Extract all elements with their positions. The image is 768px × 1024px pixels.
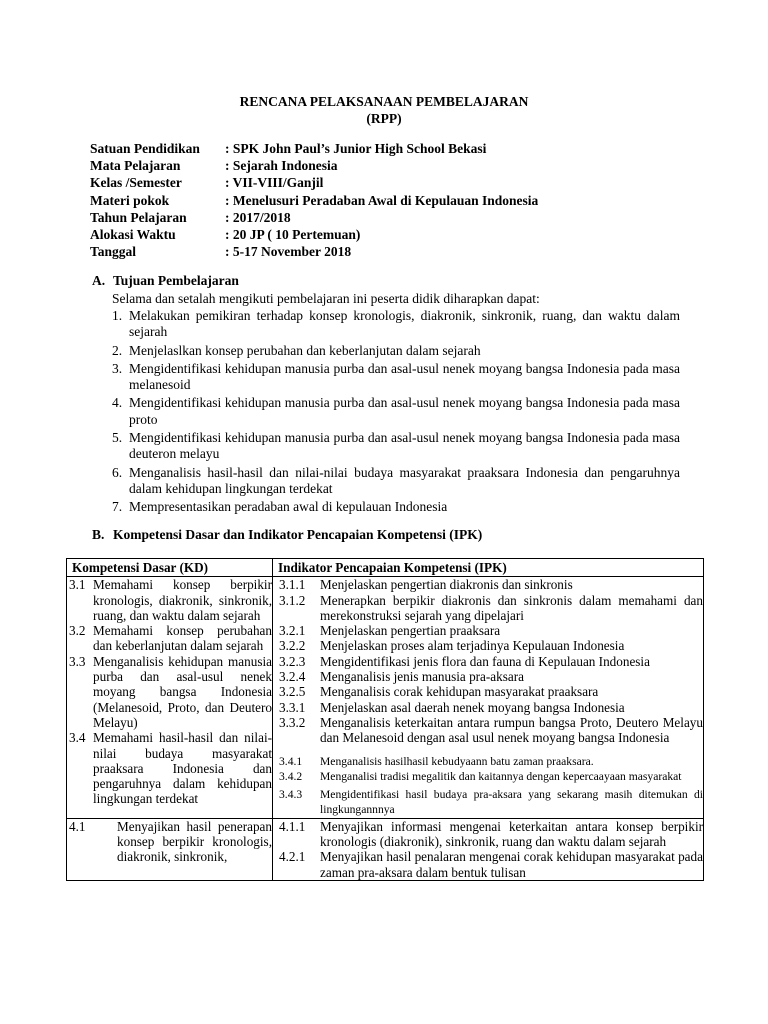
ipk-number: 3.3.1 [279, 699, 306, 715]
goal-number: 3. [112, 360, 123, 376]
goal-number: 7. [112, 499, 123, 515]
ipk-text: Menganalisis keterkaitan antara rumpun bangsa Proto, Deutero Melayu dan Melanesoid dengan asal usul nenek moyang bangsa Indonesia [320, 714, 703, 746]
kd-item [67, 577, 272, 623]
column-header-ipk: Indikator Pencapaian Kompetensi (IPK) [273, 559, 704, 577]
kd-cell [67, 577, 273, 818]
ipk-number: 3.2.3 [279, 653, 306, 669]
goal-item [112, 361, 680, 394]
table-row [67, 818, 704, 880]
ipk-text: Menjelaskan pengertian diakronis dan sinkronis [320, 577, 573, 593]
table-header-row [67, 559, 704, 577]
document-title: RENCANA PELAKSANAAN PEMBELAJARAN [239, 94, 529, 109]
kd-text: Menyajikan hasil penerapan konsep berpikir kronologis, diakronik, sinkronik, [117, 818, 272, 865]
ipk-text: Menyajikan informasi mengenai keterkaitan antara konsep berpikir kronologis (diakronik), sinkronik, ruang dan waktu dalam sejarah [320, 818, 703, 850]
ipk-item [273, 754, 703, 769]
ipk-item [273, 623, 703, 638]
ipk-text: Menganalisis corak kehidupan masyarakat praaksara [320, 684, 599, 700]
identity-row [90, 192, 538, 209]
identity-row [90, 157, 538, 174]
kd-number: 3.3 [69, 653, 86, 669]
goal-text: Mengidentifikasi kehidupan manusia purba dan asal-usul nenek moyang bangsa Indonesia pada masa melanesoid [129, 360, 680, 393]
section-a-intro: Selama dan setalah mengikuti pembelajaran ini peserta didik diharapkan dapat: [112, 291, 540, 306]
identity-row [90, 140, 538, 157]
kd-number: 4.1 [69, 818, 86, 834]
goal-item [112, 465, 680, 498]
section-b-heading [92, 527, 482, 543]
section-title: Kompetensi Dasar dan Indikator Pencapaian Kompetensi (IPK) [113, 527, 483, 542]
identity-value: : VII-VIII/Ganjil [225, 175, 324, 191]
goal-number: 5. [112, 430, 123, 446]
identity-value: : 2017/2018 [225, 209, 291, 225]
ipk-item [273, 577, 703, 592]
goal-item [112, 308, 680, 341]
kd-number: 3.2 [69, 623, 86, 639]
ipk-number: 3.1.2 [279, 592, 306, 608]
competency-table [66, 558, 704, 881]
ipk-text: Menyajikan hasil penalaran mengenai corak kehidupan masyarakat pada zaman pra-aksara dalam bentuk tulisan [320, 849, 703, 880]
identity-label: Tahun Pelajaran [90, 209, 187, 225]
kd-item [67, 730, 272, 806]
ipk-item [273, 769, 703, 784]
ipk-text: Menjelaskan pengertian praaksara [320, 623, 501, 639]
goal-text: Menjelaslkan konsep perubahan dan keberlanjutan dalam sejarah [129, 342, 481, 358]
ipk-text: Mengidentifikasi hasil budaya pra-aksara yang sekarang masih ditemukan di lingkungannnya [320, 788, 703, 817]
goal-item [112, 395, 680, 428]
kd-cell [67, 818, 273, 880]
ipk-number: 3.2.2 [279, 638, 306, 654]
ipk-number: 3.2.1 [279, 623, 306, 639]
ipk-text: Menjelaskan asal daerah nenek moyang bangsa Indonesia [320, 699, 625, 715]
goal-item [112, 343, 680, 359]
ipk-item [273, 684, 703, 699]
identity-label: Satuan Pendidikan [90, 141, 200, 156]
identity-label: Mata Pelajaran [90, 158, 181, 174]
identity-label: Materi pokok [90, 192, 170, 208]
ipk-number: 3.3.2 [279, 714, 306, 730]
goal-text: Melakukan pemikiran terhadap konsep kronologis, diakronik, sinkronik, ruang, dan waktu dalam sejarah [129, 308, 680, 340]
section-title: Tujuan Pembelajaran [113, 273, 239, 288]
kd-text: Memahami hasil-hasil dan nilai-nilai budaya masyarakat praaksara Indonesia dan pengaruhnya dalam kehidupan lingkungan terdekat [93, 730, 272, 807]
ipk-item [273, 654, 703, 669]
ipk-cell [273, 577, 704, 818]
ipk-item [273, 669, 703, 684]
section-letter: B. [92, 527, 105, 542]
ipk-text: Menganalisi tradisi megalitik dan kaitannya dengan kepercaayaan masyarakat [320, 769, 682, 783]
identity-row [90, 174, 538, 191]
ipk-number: 3.4.3 [279, 788, 303, 802]
identity-label: Kelas /Semester [90, 175, 182, 191]
identity-value: : 20 JP ( 10 Pertemuan) [225, 226, 361, 242]
ipk-number: 4.1.1 [279, 818, 306, 834]
ipk-item [273, 593, 703, 624]
ipk-number: 3.2.5 [279, 684, 306, 700]
ipk-text: Menganalisis jenis manusia pra-aksara [320, 669, 524, 685]
section-a-heading [92, 273, 239, 289]
ipk-number: 4.2.1 [279, 849, 306, 865]
goal-number: 6. [112, 464, 123, 480]
identity-value: : 5-17 November 2018 [225, 244, 352, 260]
ipk-item [273, 849, 703, 880]
ipk-text: Menganalisis hasilhasil kebudyaann batu zaman praaksara. [320, 754, 594, 768]
identity-block [90, 140, 538, 260]
goal-text: Mengidentifikasi kehidupan manusia purba dan asal-usul nenek moyang bangsa Indonesia pada masa proto [129, 395, 680, 427]
kd-text: Memahami konsep berpikir kronologis, diakronik, sinkronik, ruang, dan waktu dalam sejarah [93, 577, 272, 623]
goals-list [112, 308, 680, 518]
ipk-item [273, 700, 703, 715]
ipk-text: Menjelaskan proses alam terjadinya Kepulauan Indonesia [320, 638, 625, 654]
goal-number: 2. [112, 342, 123, 358]
identity-label: Tanggal [90, 244, 137, 260]
ipk-item [273, 715, 703, 746]
goal-text: Mempresentasikan peradaban awal di kepulauan Indonesia [129, 499, 448, 515]
ipk-item [273, 638, 703, 653]
kd-item [67, 654, 272, 730]
goal-text: Menganalisis hasil-hasil dan nilai-nilai budaya masyarakat praaksara Indonesia dan pengaruhnya dalam kehidupan lingkungan terdekat [129, 464, 680, 496]
ipk-item [273, 787, 703, 818]
kd-text: Menganalisis kehidupan manusia purba dan asal-usul nenek moyang bangsa Indonesia (Melanesoid, Proto, dan Deutero Melayu) [93, 653, 272, 730]
goal-text: Mengidentifikasi kehidupan manusia purba dan asal-usul nenek moyang bangsa Indonesia pada masa deuteron melayu [129, 430, 680, 462]
goal-number: 1. [112, 308, 123, 323]
ipk-text: Menerapkan berpikir diakronis dan sinkronis dalam memahami dan merekonstruksi sejarah yang dipelajari [320, 592, 703, 623]
goal-item [112, 499, 680, 515]
identity-value: : Sejarah Indonesia [225, 158, 338, 174]
kd-number: 3.1 [69, 577, 86, 593]
ipk-number: 3.1.1 [279, 577, 306, 593]
identity-value: : SPK John Paul’s Junior High School Bekasi [225, 141, 487, 156]
identity-label: Alokasi Waktu [90, 226, 176, 242]
ipk-number: 3.4.1 [279, 754, 303, 768]
identity-value: : Menelusuri Peradaban Awal di Kepulauan Indonesia [225, 192, 539, 208]
identity-row [90, 226, 538, 243]
identity-row [90, 243, 538, 260]
kd-text: Memahami konsep perubahan dan keberlanjutan dalam sejarah [93, 623, 272, 654]
ipk-number: 3.2.4 [279, 669, 306, 685]
ipk-number: 3.4.2 [279, 769, 303, 783]
kd-number: 3.4 [69, 730, 86, 746]
kd-item [67, 623, 272, 654]
identity-row [90, 209, 538, 226]
table-row [67, 577, 704, 818]
ipk-text: Mengidentifikasi jenis flora dan fauna di Kepulauan Indonesia [320, 653, 650, 669]
kd-item [67, 819, 272, 865]
goal-number: 4. [112, 395, 123, 411]
column-header-kd: Kompetensi Dasar (KD) [67, 559, 273, 577]
goal-item [112, 430, 680, 463]
section-letter: A. [92, 273, 106, 288]
ipk-item [273, 819, 703, 850]
document-subtitle: (RPP) [366, 111, 402, 126]
ipk-cell [273, 818, 704, 880]
